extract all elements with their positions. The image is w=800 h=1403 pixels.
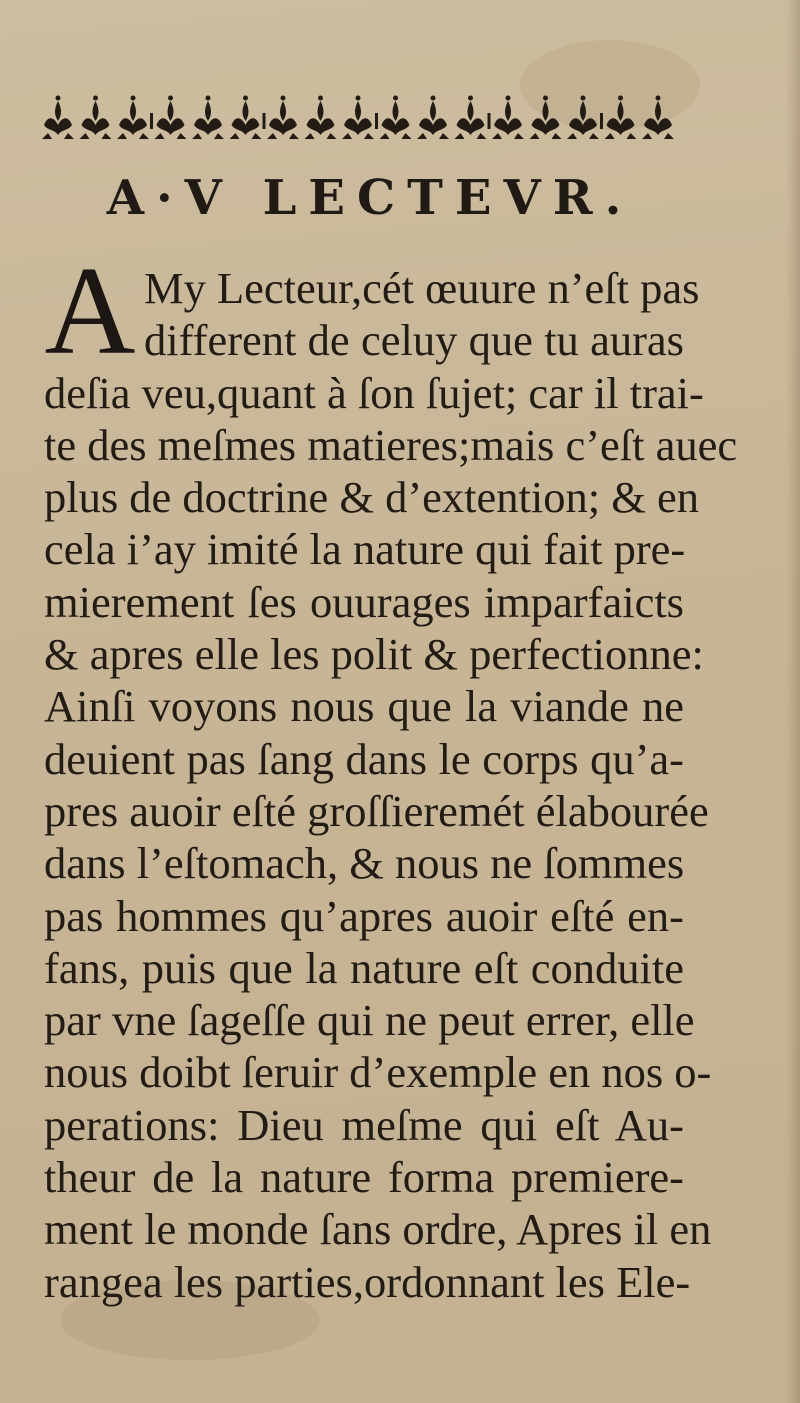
text-line: My Lecteur,cét œuure n’eſt pas [144,263,700,313]
text-line: perations: Dieu meſme qui eſt Au- [44,1099,684,1150]
text-line: nous doibt ſeruir d’exemple en nos o- [44,1047,712,1098]
text-line: rangea les parties,ordonnant les Ele- [44,1256,691,1307]
text-line: Ainſi voyons nous que la viande ne [44,681,684,732]
fleuron-glyph [455,96,487,140]
page-edge-shadow [786,0,800,1403]
drop-cap-initial: A [44,242,136,381]
text-line: & apres elle les polit & perfectionne: [44,629,704,680]
fleuron-glyph [42,96,74,140]
ornament-separator [600,113,603,129]
text-line: dans l’eſtomach, & nous ne ſommes [44,838,685,889]
body-text [44,242,738,1308]
text-line: theur de la nature forma premiere- [44,1152,684,1203]
text-line: par vne ſageſſe qui ne peut errer, elle [44,995,695,1046]
ornament-separator [488,113,491,129]
ornament-separator [375,113,378,129]
text-line: cela i’ay imité la nature qui fait pre- [44,524,686,575]
text-line: different de celuy que tu auras [144,315,684,366]
text-line: pas hommes qu’apres auoir eſté en- [44,890,684,941]
ornament-separator [150,113,153,129]
text-line: mierement ſes ouurages imparfaicts [44,576,684,627]
fleuron-glyph [155,96,187,140]
fleuron-ornament-band [38,95,688,145]
fleuron-glyph [567,96,599,140]
fleuron-glyph [605,96,637,140]
fleuron-glyph [267,96,299,140]
text-line: ment le monde ſans ordre, Apres il en [44,1204,712,1255]
text-line: plus de doctrine & d’extention; & en [44,472,699,523]
fleuron-glyph [417,96,449,140]
ornament-separator [263,113,266,129]
text-line: pres auoir eſté groſſieremét élabourée [44,785,709,836]
fleuron-glyph [80,96,112,140]
fleuron-glyph [117,96,149,140]
text-line: deſia veu,quant à ſon ſujet; car il trai- [44,367,704,418]
fleuron-glyph [642,96,674,140]
page-title: A·V LECTEVR. [106,170,634,226]
fleuron-glyph [230,96,262,140]
fleuron-glyph [530,96,562,140]
fleuron-glyph [192,96,224,140]
fleuron-glyph [342,96,374,140]
text-line: deuient pas ſang dans le corps qu’a- [44,733,684,784]
fleuron-glyph [380,96,412,140]
text-line: te des meſmes matieres;mais c’eſt auec [44,419,738,470]
fleuron-glyph [305,96,337,140]
fleuron-glyph [492,96,524,140]
text-line: fans, puis que la nature eſt conduite [44,942,684,993]
